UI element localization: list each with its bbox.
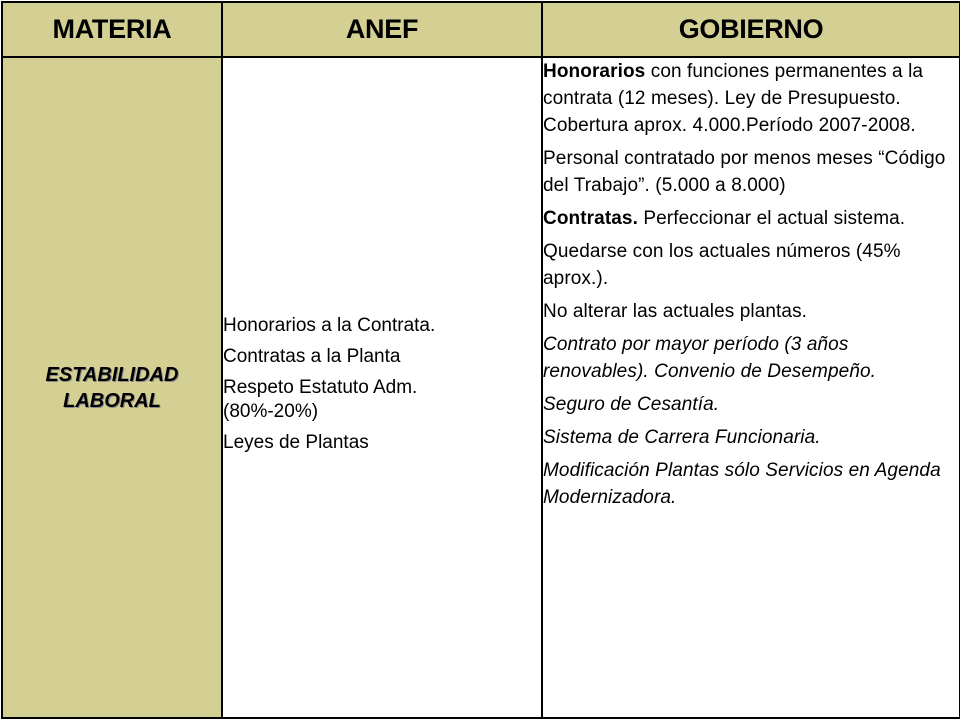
- anef-item: Leyes de Plantas: [223, 431, 369, 453]
- materia-line-2: LABORAL: [63, 389, 161, 412]
- gobierno-item: Modificación Plantas sólo Servicios en Agenda Modernizadora.: [543, 460, 941, 508]
- comparison-table: [1, 1, 960, 719]
- header-gobierno: GOBIERNO: [542, 2, 960, 57]
- anef-item: Respeto Estatuto Adm. (80%-20%): [223, 376, 418, 422]
- gobierno-item: Quedarse con los actuales números (45% aprox.).: [543, 241, 901, 289]
- table-row: [2, 57, 960, 718]
- gobierno-cell: [542, 57, 960, 718]
- gobierno-item: Honorarios con funciones permanentes a la contrata (12 meses). Ley de Presupuesto. Cobertura aprox. 4.000.Período 2007-2008.: [543, 61, 924, 136]
- materia-cell: [2, 57, 222, 718]
- materia-label: [3, 362, 221, 414]
- gobierno-item: No alterar las actuales plantas.: [543, 301, 808, 322]
- gobierno-item: Sistema de Carrera Funcionaria.: [543, 427, 821, 448]
- header-anef: ANEF: [222, 2, 542, 57]
- gobierno-item: Seguro de Cesantía.: [543, 394, 720, 415]
- header-materia: MATERIA: [2, 2, 222, 57]
- gobierno-item: Personal contratado por menos meses “Código del Trabajo”. (5.000 a 8.000): [543, 148, 946, 196]
- materia-line-1: ESTABILIDAD: [45, 363, 179, 386]
- anef-cell: [222, 57, 542, 718]
- anef-item: Contratas a la Planta: [223, 345, 401, 367]
- gobierno-item: Contrato por mayor período (3 años renovables). Convenio de Desempeño.: [543, 334, 877, 382]
- gobierno-item: Contratas. Perfeccionar el actual sistema.: [543, 208, 906, 229]
- header-row: [2, 2, 960, 57]
- anef-item: Honorarios a la Contrata.: [223, 314, 436, 336]
